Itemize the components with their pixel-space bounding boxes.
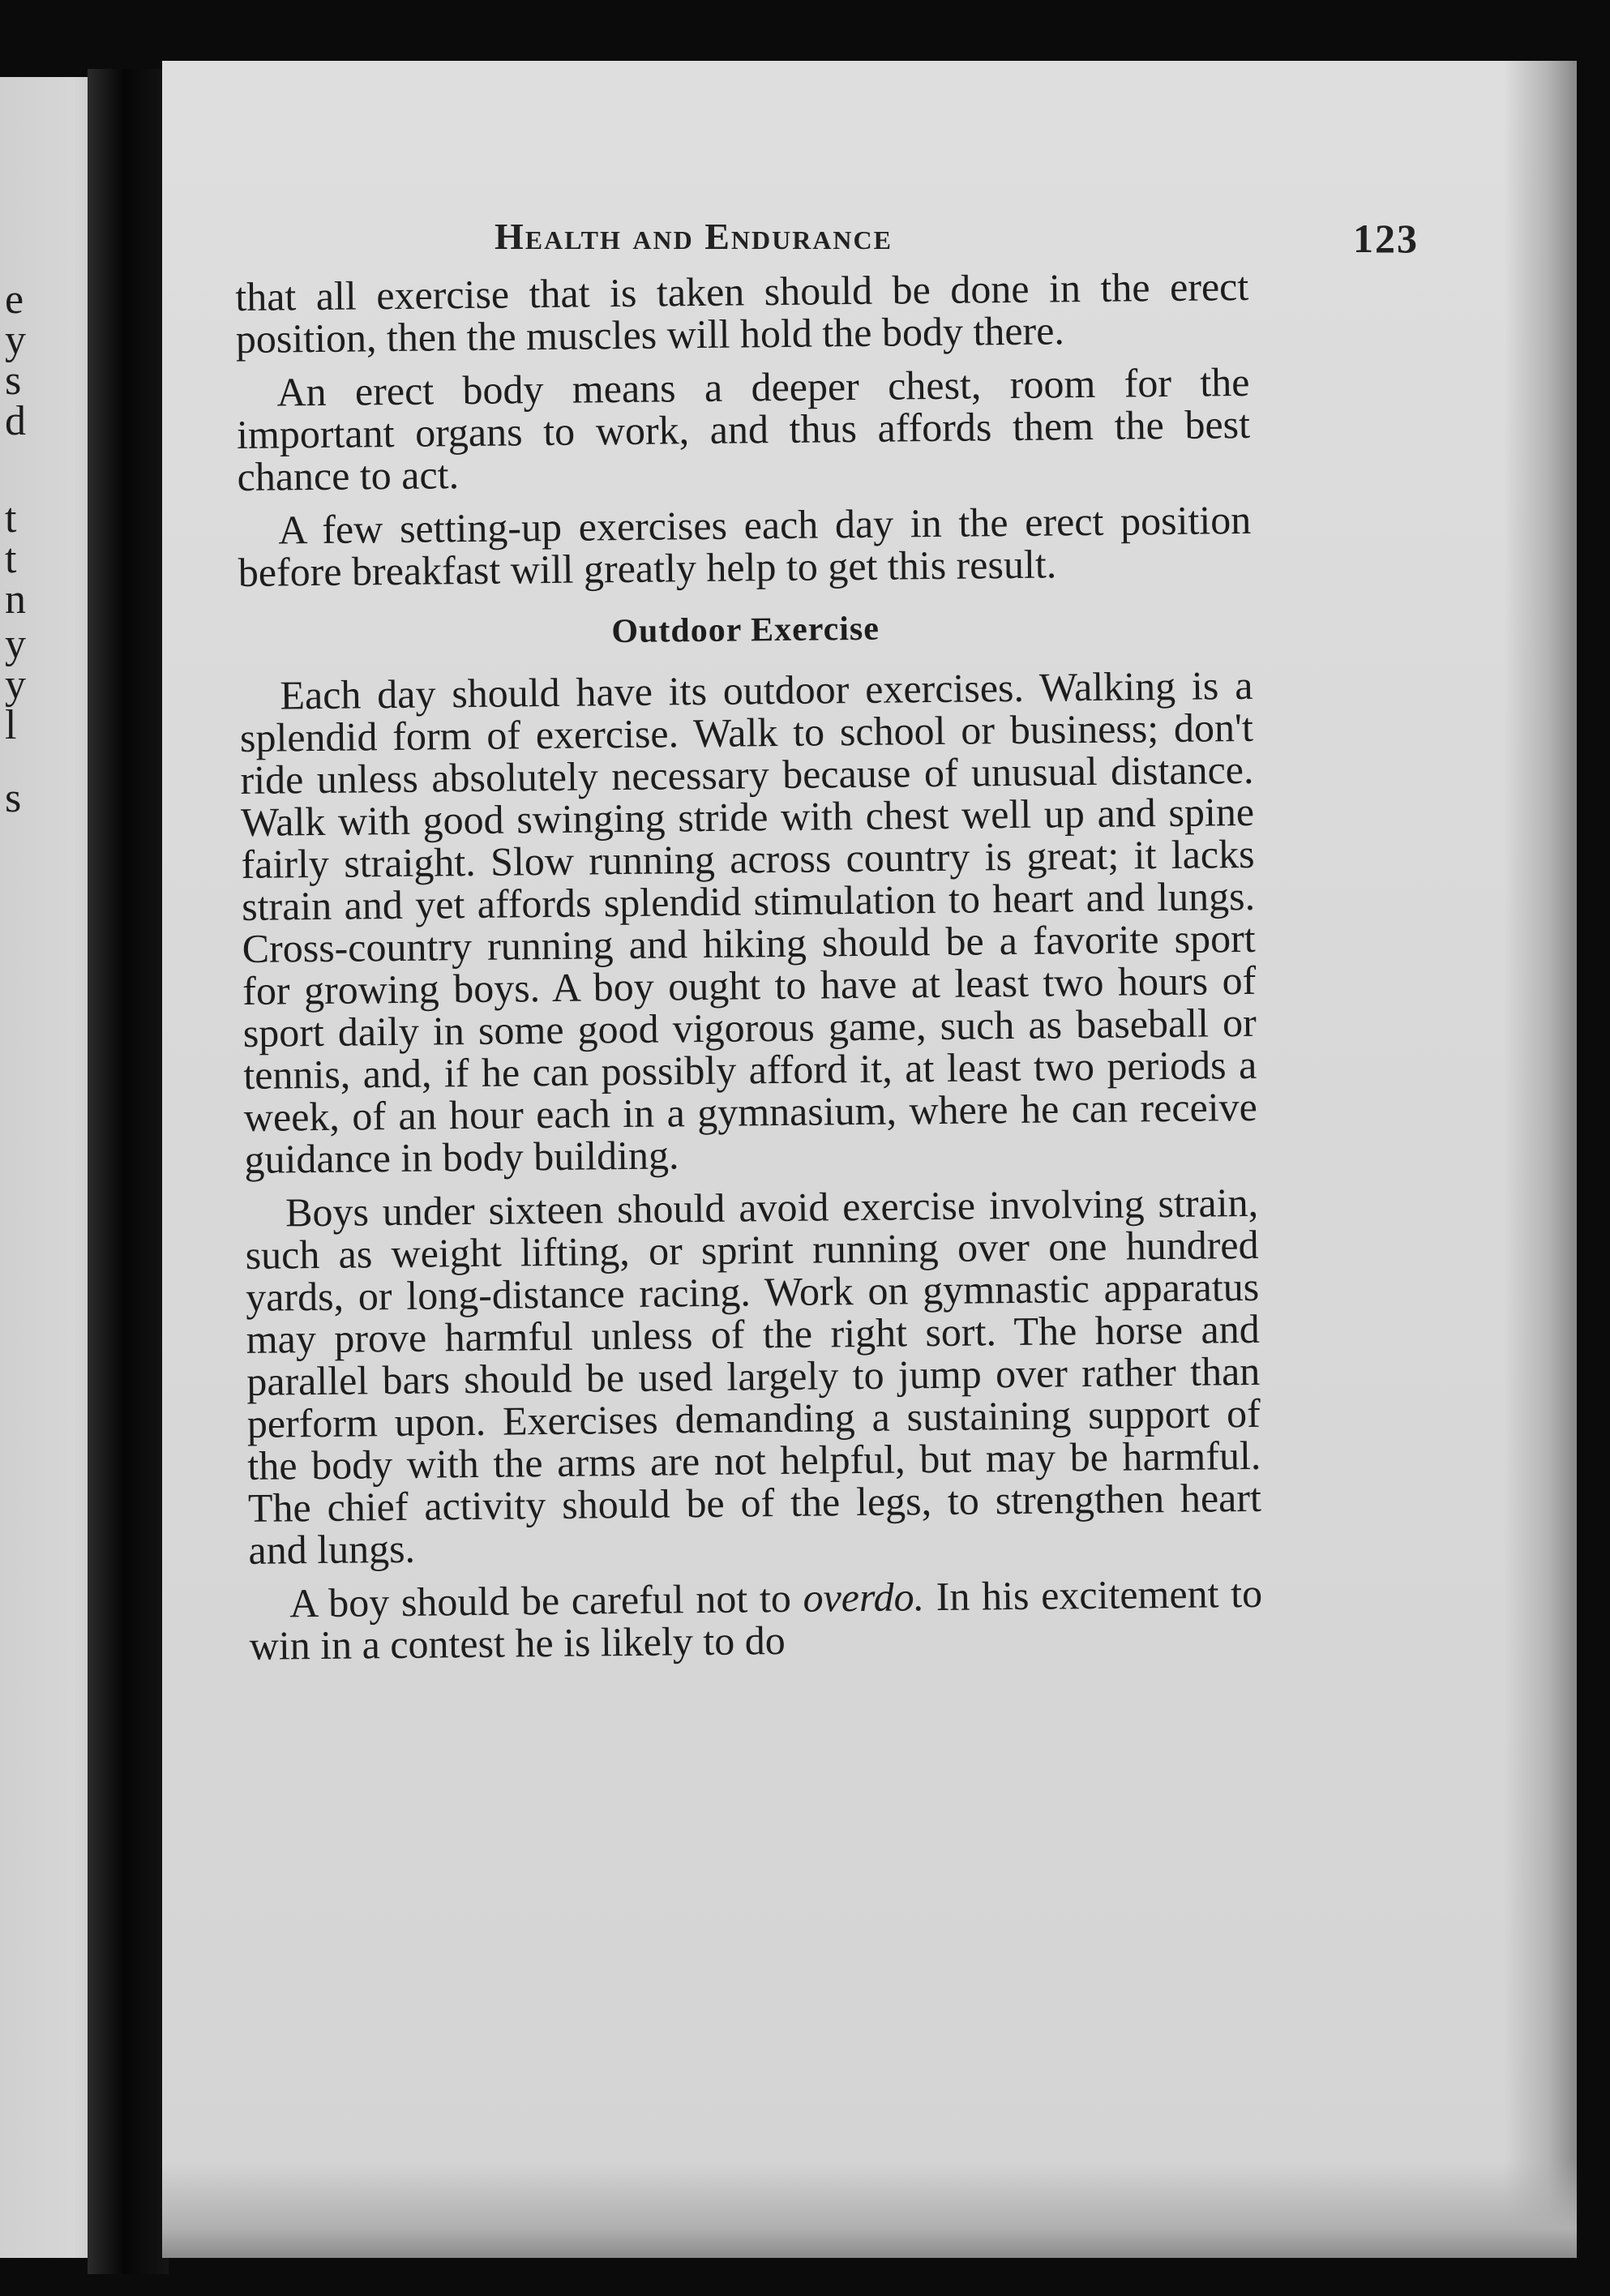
left-page-fragment: y <box>5 317 26 363</box>
page-edge-shadow <box>1504 61 1577 2258</box>
left-page-fragment: n <box>5 576 26 623</box>
body-text <box>235 265 1263 1678</box>
page-bottom-shadow <box>162 2161 1577 2258</box>
paragraph: An erect body means a deeper chest, room for the important organs to work, and thus affords them the best chance to act. <box>236 358 1251 499</box>
paragraph-text: In his excitement to win in a contest he is likely to do <box>249 1570 1263 1668</box>
left-page-fragment: d <box>5 398 26 444</box>
paragraph: Each day should have its outdoor exercises. Walking is a splendid form of exercise. Walk to school or business; don't ride unless absolutely necessary because of unusual distance. Walk with good swinging stride with chest well up and spine fairly straight. Slow running across country is great; it lacks strain and yet affords splendid stimulation to heart and lungs. Cross-country running and hiking should be a favorite sport for growing boys. A boy ought to have at least two hours of sport daily in some good vigorous game, such as baseball or tennis, and, if he can possibly afford it, at least two periods a week, of an hour each in a gymnasium, where he can receive guidance in body building. <box>239 662 1258 1182</box>
left-page-fragment: e <box>5 276 24 323</box>
left-page-fragment: s <box>5 358 22 404</box>
paragraph: that all exercise that is taken should be done in the erect position, then the muscles will hold the body there. <box>234 263 1249 362</box>
left-page-fragment: y <box>5 662 26 708</box>
section-heading: Outdoor Exercise <box>611 610 880 651</box>
page-number: 123 <box>1353 216 1419 261</box>
left-page-fragment: l <box>5 702 17 748</box>
running-head-title: Health and Endurance <box>495 216 893 257</box>
emphasized-word: overdo. <box>803 1574 925 1621</box>
paragraph: Boys under sixteen should avoid exercise involving strain, such as weight lifting, or sprint running over one hundred yards, or long-distance racing. Work on gymnastic apparatus may prove harmful unless of the right sort. The horse and parallel bars should be used largely to jump over rather than perform upon. Exercises demanding a sustaining support of the body with the arms are not helpful, but may be harmful. The chief activity should be of the legs, to strengthen heart and lungs. <box>245 1179 1262 1573</box>
left-page-fragment: y <box>5 621 26 667</box>
book-page <box>162 61 1577 2258</box>
paragraph: A few setting-up exercises each day in the erect position before breakfast will greatly help to get this result. <box>238 496 1252 595</box>
paragraph <box>249 1572 1263 1667</box>
paragraph-text: A boy should be careful not to <box>289 1574 803 1626</box>
left-page-fragment: t <box>5 536 17 582</box>
left-page-fragment: t <box>5 495 17 542</box>
left-page-fragment: s <box>5 775 22 821</box>
book-gutter <box>88 69 169 2274</box>
running-head <box>495 215 1419 272</box>
